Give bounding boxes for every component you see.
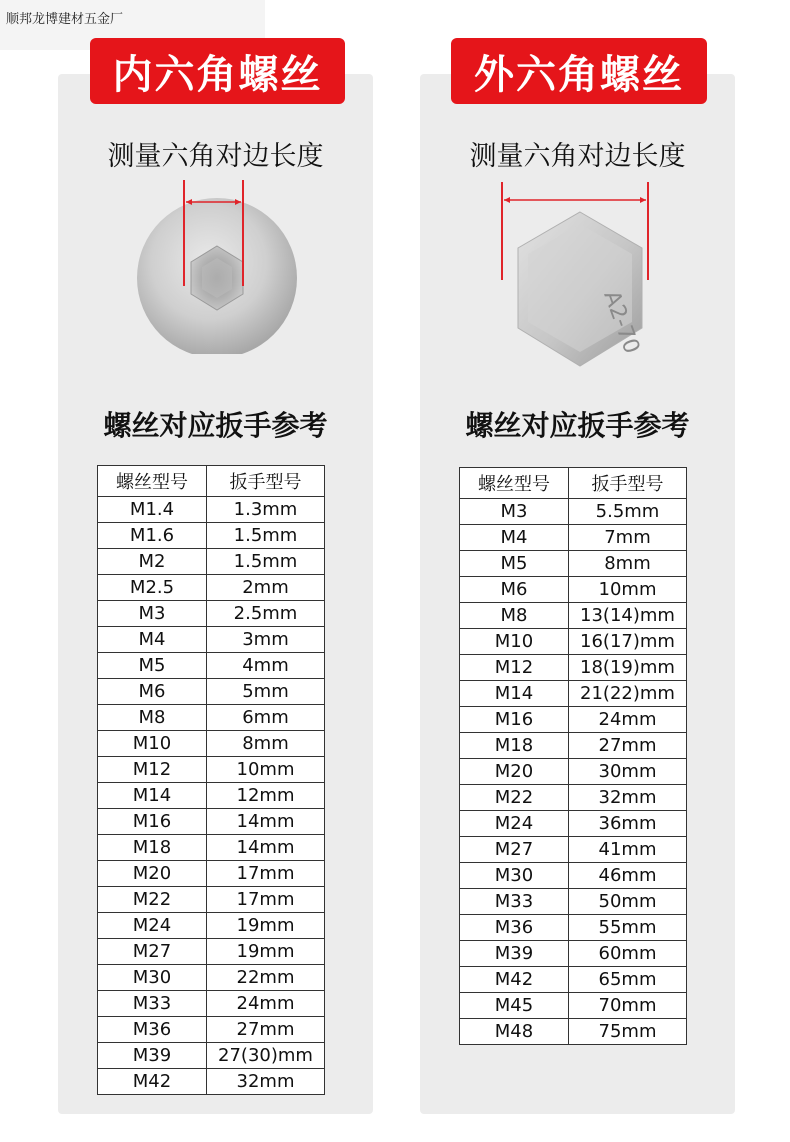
screw-size-cell: M5 xyxy=(98,653,207,679)
screw-size-cell: M30 xyxy=(98,965,207,991)
screw-size-cell: M39 xyxy=(460,941,569,967)
table-row xyxy=(460,1019,687,1045)
panel-title: 内六角螺丝 xyxy=(90,38,345,104)
table-header-row xyxy=(98,466,325,497)
wrench-size-cell: 2.5mm xyxy=(207,601,325,627)
wrench-size-cell: 55mm xyxy=(569,915,687,941)
screw-size-cell: M12 xyxy=(98,757,207,783)
wrench-size-cell: 10mm xyxy=(569,577,687,603)
header-wrench-size: 扳手型号 xyxy=(207,466,325,497)
screw-size-cell: M4 xyxy=(460,525,569,551)
screw-size-cell: M6 xyxy=(460,577,569,603)
screw-size-cell: M2.5 xyxy=(98,575,207,601)
table-row xyxy=(98,861,325,887)
screw-size-cell: M10 xyxy=(460,629,569,655)
screw-size-cell: M20 xyxy=(98,861,207,887)
screw-size-cell: M33 xyxy=(460,889,569,915)
screw-size-cell: M24 xyxy=(460,811,569,837)
table-row xyxy=(98,653,325,679)
wrench-size-cell: 60mm xyxy=(569,941,687,967)
wrench-size-cell: 13(14)mm xyxy=(569,603,687,629)
hex-head-panel xyxy=(420,51,735,1114)
screw-size-cell: M16 xyxy=(460,707,569,733)
table-row xyxy=(460,863,687,889)
screw-size-cell: M36 xyxy=(460,915,569,941)
wrench-size-cell: 21(22)mm xyxy=(569,681,687,707)
screw-size-cell: M14 xyxy=(460,681,569,707)
screw-size-cell: M3 xyxy=(98,601,207,627)
wrench-size-cell: 24mm xyxy=(569,707,687,733)
table-row xyxy=(98,835,325,861)
table-row xyxy=(460,915,687,941)
table-row xyxy=(98,887,325,913)
wrench-size-cell: 14mm xyxy=(207,835,325,861)
table-header-row xyxy=(460,468,687,499)
table-row xyxy=(460,655,687,681)
wrench-size-cell: 24mm xyxy=(207,991,325,1017)
table-row xyxy=(460,967,687,993)
wrench-size-cell: 8mm xyxy=(569,551,687,577)
screw-size-cell: M30 xyxy=(460,863,569,889)
table-row xyxy=(98,1069,325,1095)
screw-size-cell: M14 xyxy=(98,783,207,809)
table-row xyxy=(98,601,325,627)
shop-name: 顺邦龙博建材五金厂 xyxy=(6,12,124,27)
wrench-size-cell: 19mm xyxy=(207,939,325,965)
wrench-size-cell: 65mm xyxy=(569,967,687,993)
table-row xyxy=(98,523,325,549)
table-row xyxy=(98,965,325,991)
panel-title: 外六角螺丝 xyxy=(451,38,707,104)
table-row xyxy=(98,1043,325,1069)
screw-size-cell: M45 xyxy=(460,993,569,1019)
header-wrench-size: 扳手型号 xyxy=(569,468,687,499)
screw-size-cell: M22 xyxy=(460,785,569,811)
table-row xyxy=(460,941,687,967)
wrench-size-cell: 41mm xyxy=(569,837,687,863)
table-row xyxy=(460,733,687,759)
table-row xyxy=(98,549,325,575)
wrench-size-cell: 30mm xyxy=(569,759,687,785)
table-row xyxy=(98,679,325,705)
wrench-size-cell: 4mm xyxy=(207,653,325,679)
wrench-size-cell: 17mm xyxy=(207,887,325,913)
wrench-size-cell: 27mm xyxy=(207,1017,325,1043)
screw-size-cell: M1.4 xyxy=(98,497,207,523)
screw-size-cell: M27 xyxy=(460,837,569,863)
table-row xyxy=(98,913,325,939)
screw-size-cell: M42 xyxy=(98,1069,207,1095)
table-row xyxy=(98,705,325,731)
wrench-size-cell: 2mm xyxy=(207,575,325,601)
table-row xyxy=(460,707,687,733)
wrench-size-cell: 27mm xyxy=(569,733,687,759)
wrench-size-cell: 27(30)mm xyxy=(207,1043,325,1069)
table-row xyxy=(460,889,687,915)
screw-size-cell: M20 xyxy=(460,759,569,785)
wrench-size-cell: 14mm xyxy=(207,809,325,835)
table-row xyxy=(460,603,687,629)
screw-size-cell: M48 xyxy=(460,1019,569,1045)
wrench-size-cell: 1.5mm xyxy=(207,523,325,549)
table-row xyxy=(98,731,325,757)
table-row xyxy=(98,497,325,523)
measure-instruction: 测量六角对边长度 xyxy=(107,141,324,172)
screw-size-cell: M4 xyxy=(98,627,207,653)
table-row xyxy=(460,551,687,577)
wrench-size-cell: 50mm xyxy=(569,889,687,915)
screw-size-cell: M10 xyxy=(98,731,207,757)
wrench-size-cell: 6mm xyxy=(207,705,325,731)
wrench-reference-title: 螺丝对应扳手参考 xyxy=(103,409,328,442)
wrench-size-cell: 36mm xyxy=(569,811,687,837)
screw-size-cell: M33 xyxy=(98,991,207,1017)
socket-wrench-table xyxy=(97,465,325,1095)
wrench-size-cell: 75mm xyxy=(569,1019,687,1045)
socket-head-panel xyxy=(58,51,373,1114)
screw-size-cell: M22 xyxy=(98,887,207,913)
screw-size-cell: M1.6 xyxy=(98,523,207,549)
table-row xyxy=(460,837,687,863)
screw-size-cell: M2 xyxy=(98,549,207,575)
table-row xyxy=(460,811,687,837)
screw-size-cell: M8 xyxy=(98,705,207,731)
screw-size-cell: M24 xyxy=(98,913,207,939)
wrench-size-cell: 10mm xyxy=(207,757,325,783)
header-screw-size: 螺丝型号 xyxy=(98,466,207,497)
table-row xyxy=(98,783,325,809)
wrench-size-cell: 32mm xyxy=(569,785,687,811)
screw-size-cell: M3 xyxy=(460,499,569,525)
screw-size-cell: M36 xyxy=(98,1017,207,1043)
screw-size-cell: M16 xyxy=(98,809,207,835)
table-row xyxy=(98,627,325,653)
screw-size-cell: M42 xyxy=(460,967,569,993)
table-row xyxy=(98,809,325,835)
wrench-size-cell: 16(17)mm xyxy=(569,629,687,655)
table-row xyxy=(460,759,687,785)
table-row xyxy=(460,993,687,1019)
screw-size-cell: M12 xyxy=(460,655,569,681)
wrench-size-cell: 70mm xyxy=(569,993,687,1019)
screw-size-cell: M18 xyxy=(460,733,569,759)
measure-instruction: 测量六角对边长度 xyxy=(469,141,686,172)
screw-size-cell: M18 xyxy=(98,835,207,861)
wrench-reference-title: 螺丝对应扳手参考 xyxy=(465,409,690,442)
screw-size-cell: M6 xyxy=(98,679,207,705)
header-screw-size: 螺丝型号 xyxy=(460,468,569,499)
wrench-size-cell: 18(19)mm xyxy=(569,655,687,681)
hex-bolt-head-icon xyxy=(492,174,662,374)
screw-size-cell: M5 xyxy=(460,551,569,577)
wrench-size-cell: 1.3mm xyxy=(207,497,325,523)
wrench-size-cell: 7mm xyxy=(569,525,687,551)
wrench-size-cell: 22mm xyxy=(207,965,325,991)
bolt-marking: A2-70 xyxy=(598,287,645,358)
screw-size-cell: M8 xyxy=(460,603,569,629)
screw-size-cell: M39 xyxy=(98,1043,207,1069)
table-row xyxy=(98,575,325,601)
wrench-size-cell: 19mm xyxy=(207,913,325,939)
hex-wrench-table xyxy=(459,467,687,1045)
table-row xyxy=(98,1017,325,1043)
wrench-size-cell: 8mm xyxy=(207,731,325,757)
wrench-size-cell: 1.5mm xyxy=(207,549,325,575)
table-row xyxy=(460,499,687,525)
wrench-size-cell: 3mm xyxy=(207,627,325,653)
wrench-size-cell: 12mm xyxy=(207,783,325,809)
wrench-size-cell: 17mm xyxy=(207,861,325,887)
table-row xyxy=(460,681,687,707)
wrench-size-cell: 46mm xyxy=(569,863,687,889)
wrench-size-cell: 5.5mm xyxy=(569,499,687,525)
table-row xyxy=(98,991,325,1017)
table-row xyxy=(460,577,687,603)
table-row xyxy=(460,525,687,551)
screw-size-cell: M27 xyxy=(98,939,207,965)
hex-socket-bolt-head-icon xyxy=(128,174,303,354)
table-row xyxy=(460,785,687,811)
table-row xyxy=(98,939,325,965)
table-row xyxy=(98,757,325,783)
wrench-size-cell: 5mm xyxy=(207,679,325,705)
wrench-size-cell: 32mm xyxy=(207,1069,325,1095)
table-row xyxy=(460,629,687,655)
